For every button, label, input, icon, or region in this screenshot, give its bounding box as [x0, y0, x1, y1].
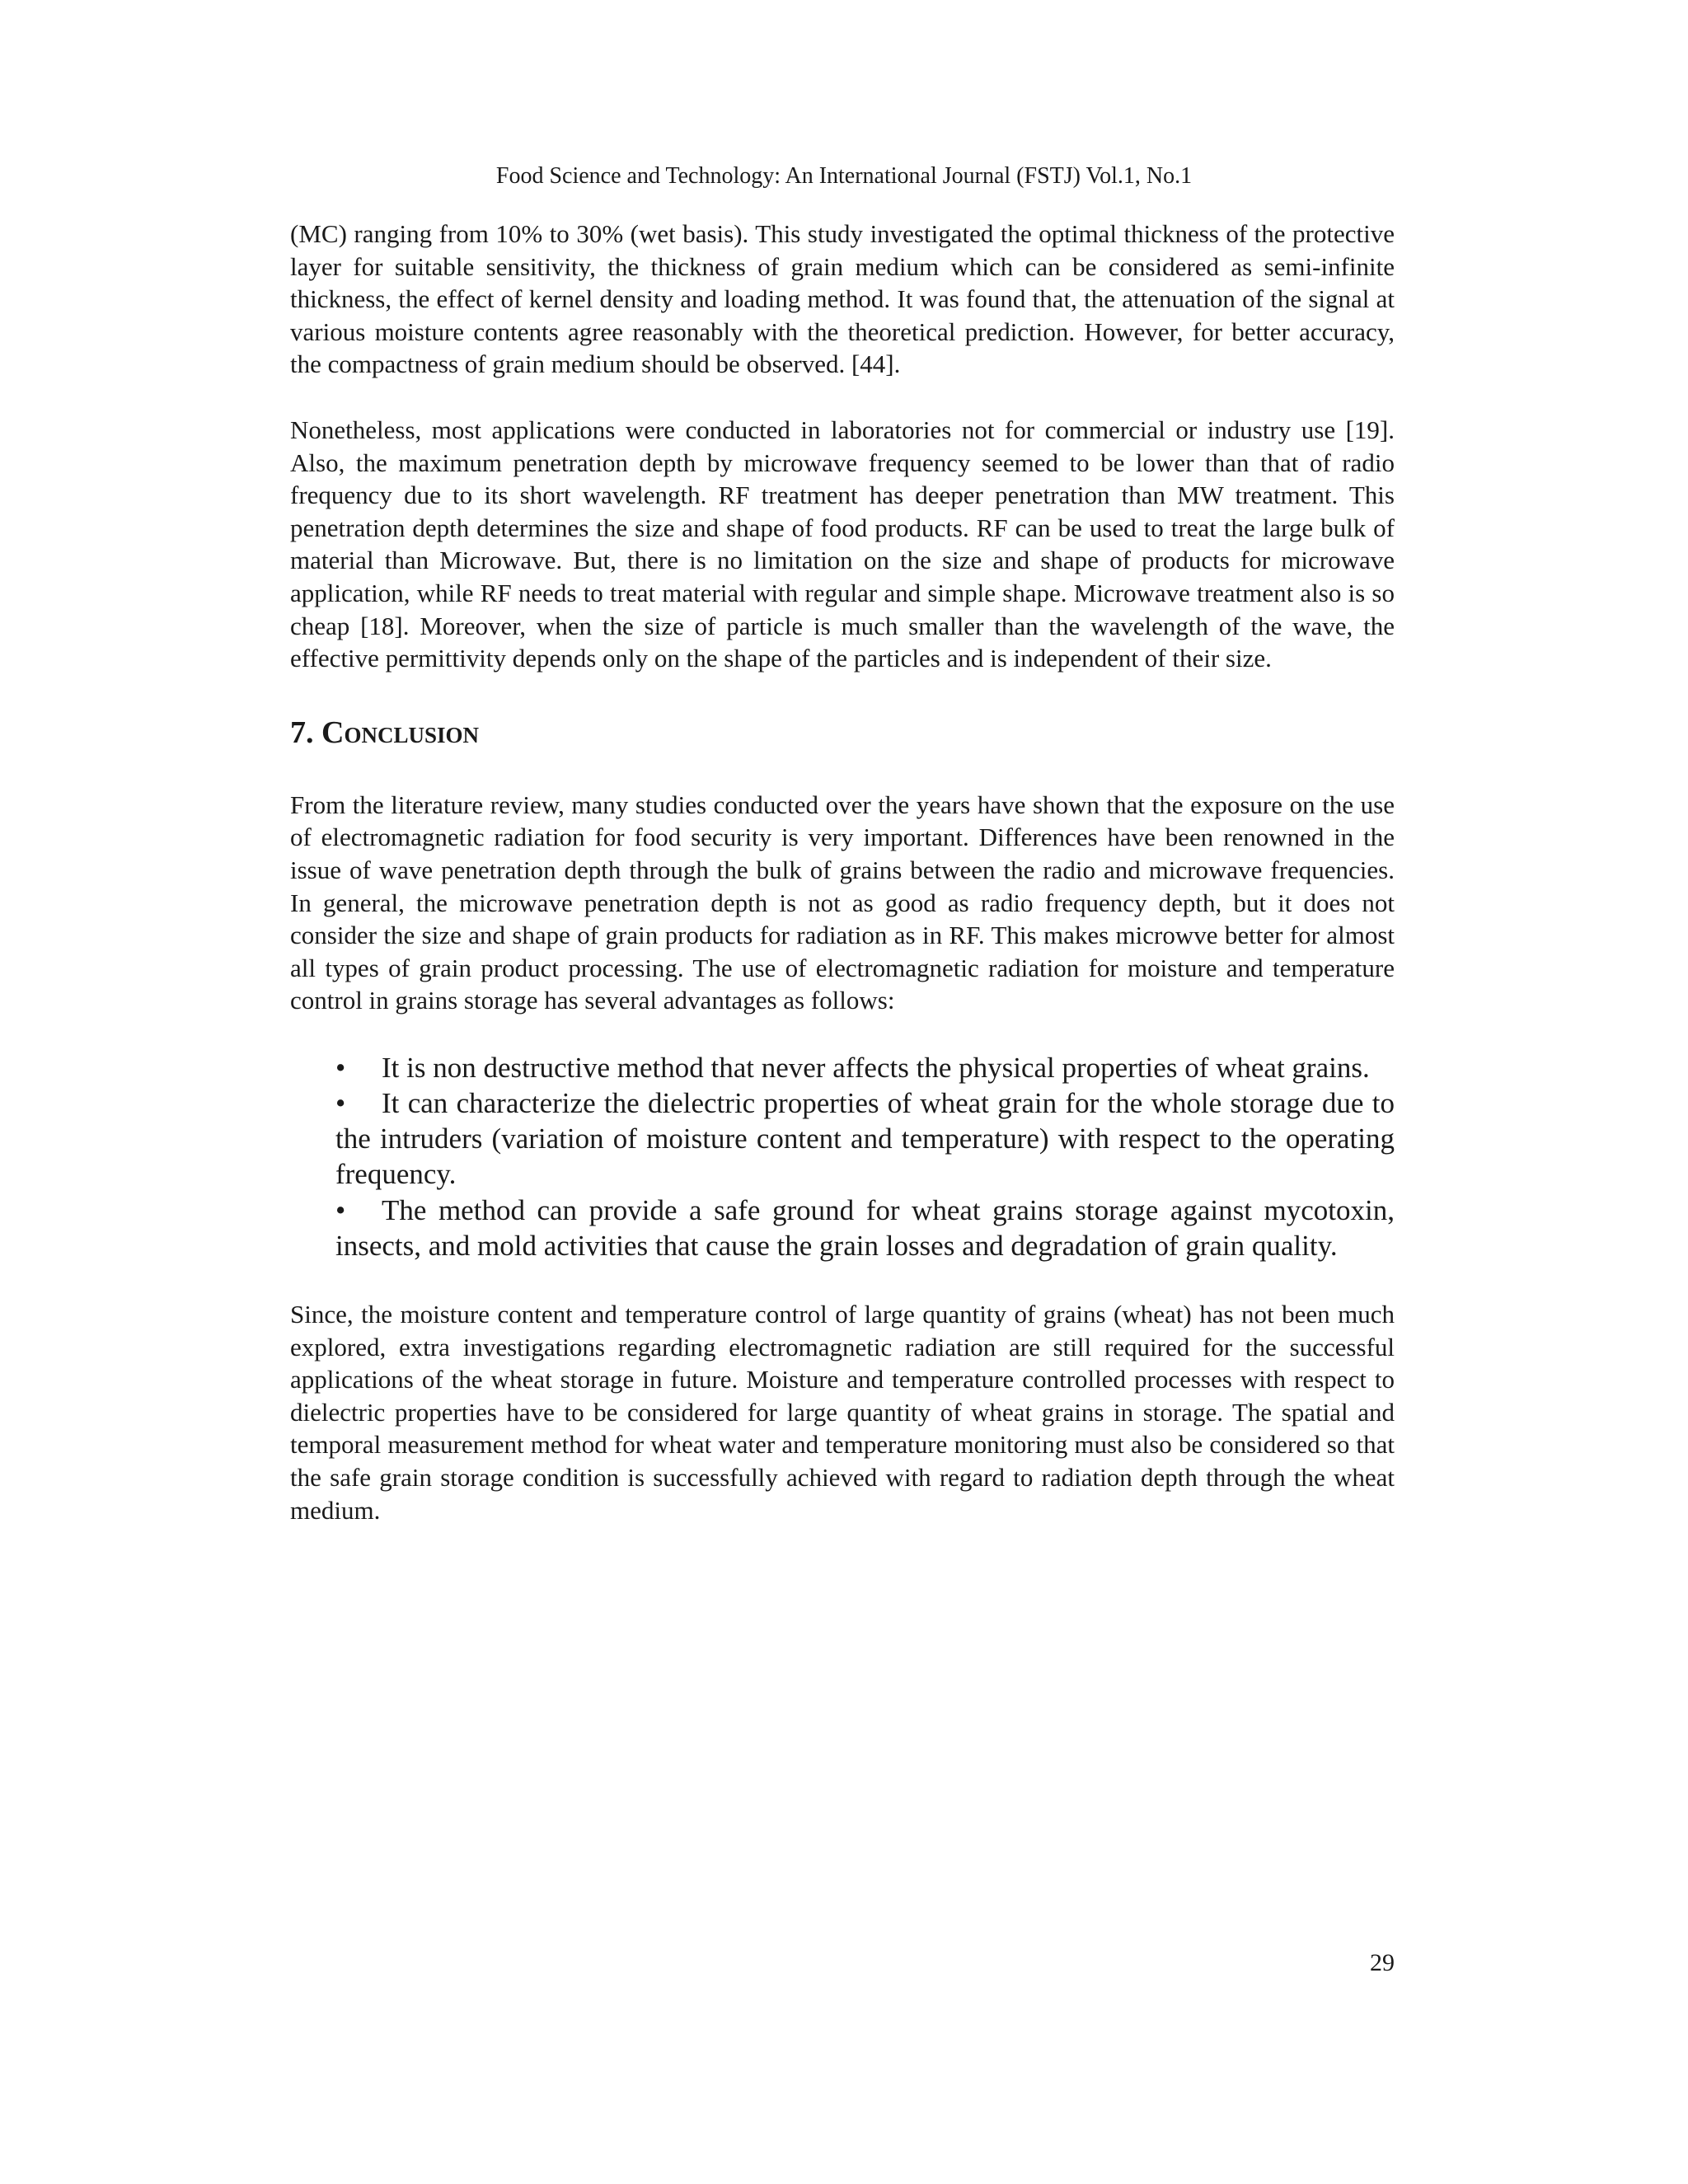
section-heading-conclusion	[290, 713, 1395, 752]
bullet-marker: •	[335, 1051, 346, 1084]
list-item	[335, 1050, 1395, 1085]
list-item-text: The method can provide a safe ground for wheat grains storage against mycotoxin, insects, and mold activities that cause the grain losses and degradation of grain quality.	[335, 1193, 1395, 1262]
list-item	[335, 1193, 1395, 1263]
list-item-text: It is non destructive method that never affects the physical properties of wheat grains.	[382, 1051, 1370, 1084]
paragraph-literature-review: From the literature review, many studies conducted over the years have shown that the exposure on the use of electromagnetic radiation for food security is very important. Differences have been renowned in the issue of wave penetration depth through the bulk of grains between the radio and microwave frequencies. In general, the microwave penetration depth is not as good as radio frequency depth, but it does not consider the size and shape of grain products for radiation as in RF. This makes microwve better for almost all types of grain product processing. The use of electromagnetic radiation for moisture and temperature control in grains storage has several advantages as follows:	[290, 790, 1395, 1015]
paragraph-penetration-depth: Nonetheless, most applications were conducted in laboratories not for commercial or industry use [19]. Also, the maximum penetration depth by microwave frequency seemed to be lower than that of radio frequency due to its short wavelength. RF treatment has deeper penetration than MW treatment. This penetration depth determines the size and shape of food products. RF can be used to treat the large bulk of material than Microwave. But, there is no limitation on the size and shape of products for microwave application, while RF needs to treat material with regular and simple shape. Microwave treatment also is so cheap [18]. Moreover, when the size of particle is much smaller than the wavelength of the wave, the effective permittivity depends only on the shape of the particles and is independent of their size.	[290, 415, 1395, 673]
running-header: Food Science and Technology: An International Journal (FSTJ) Vol.1, No.1	[495, 163, 1193, 189]
bullet-marker: •	[335, 1193, 346, 1226]
body-column	[290, 218, 1395, 1526]
page-number: 29	[1370, 1949, 1395, 1976]
paragraph-mc-study: (MC) ranging from 10% to 30% (wet basis). This study investigated the optimal thickness of the protective layer for suitable sensitivity, the thickness of grain medium which can be considered as semi-infinite thickness, the effect of kernel density and loading method. It was found that, the attenuation of the signal at various moisture contents agree reasonably with the theoretical prediction. However, for better accuracy, the compactness of grain medium should be observed. [44].	[290, 219, 1395, 379]
section-title: Conclusion	[321, 715, 479, 750]
advantages-list	[290, 1050, 1395, 1263]
paragraph-future-work: Since, the moisture content and temperature control of large quantity of grains (wheat) has not been much explored, extra investigations regarding electromagnetic radiation are still required for the successful applications of the wheat storage in future. Moisture and temperature controlled processes with respect to dielectric properties have to be considered for large quantity of wheat grains in storage. The spatial and temporal measurement method for wheat water and temperature monitoring must also be considered so that the safe grain storage condition is successfully achieved with regard to radiation depth through the wheat medium.	[290, 1300, 1395, 1525]
bullet-marker: •	[335, 1087, 346, 1120]
section-number: 7.	[290, 715, 321, 750]
list-item	[335, 1085, 1395, 1193]
list-item-text: It can characterize the dielectric properties of wheat grain for the whole storage due to the intruders (variation of moisture content and temperature) with respect to the operating frequency.	[335, 1087, 1395, 1191]
